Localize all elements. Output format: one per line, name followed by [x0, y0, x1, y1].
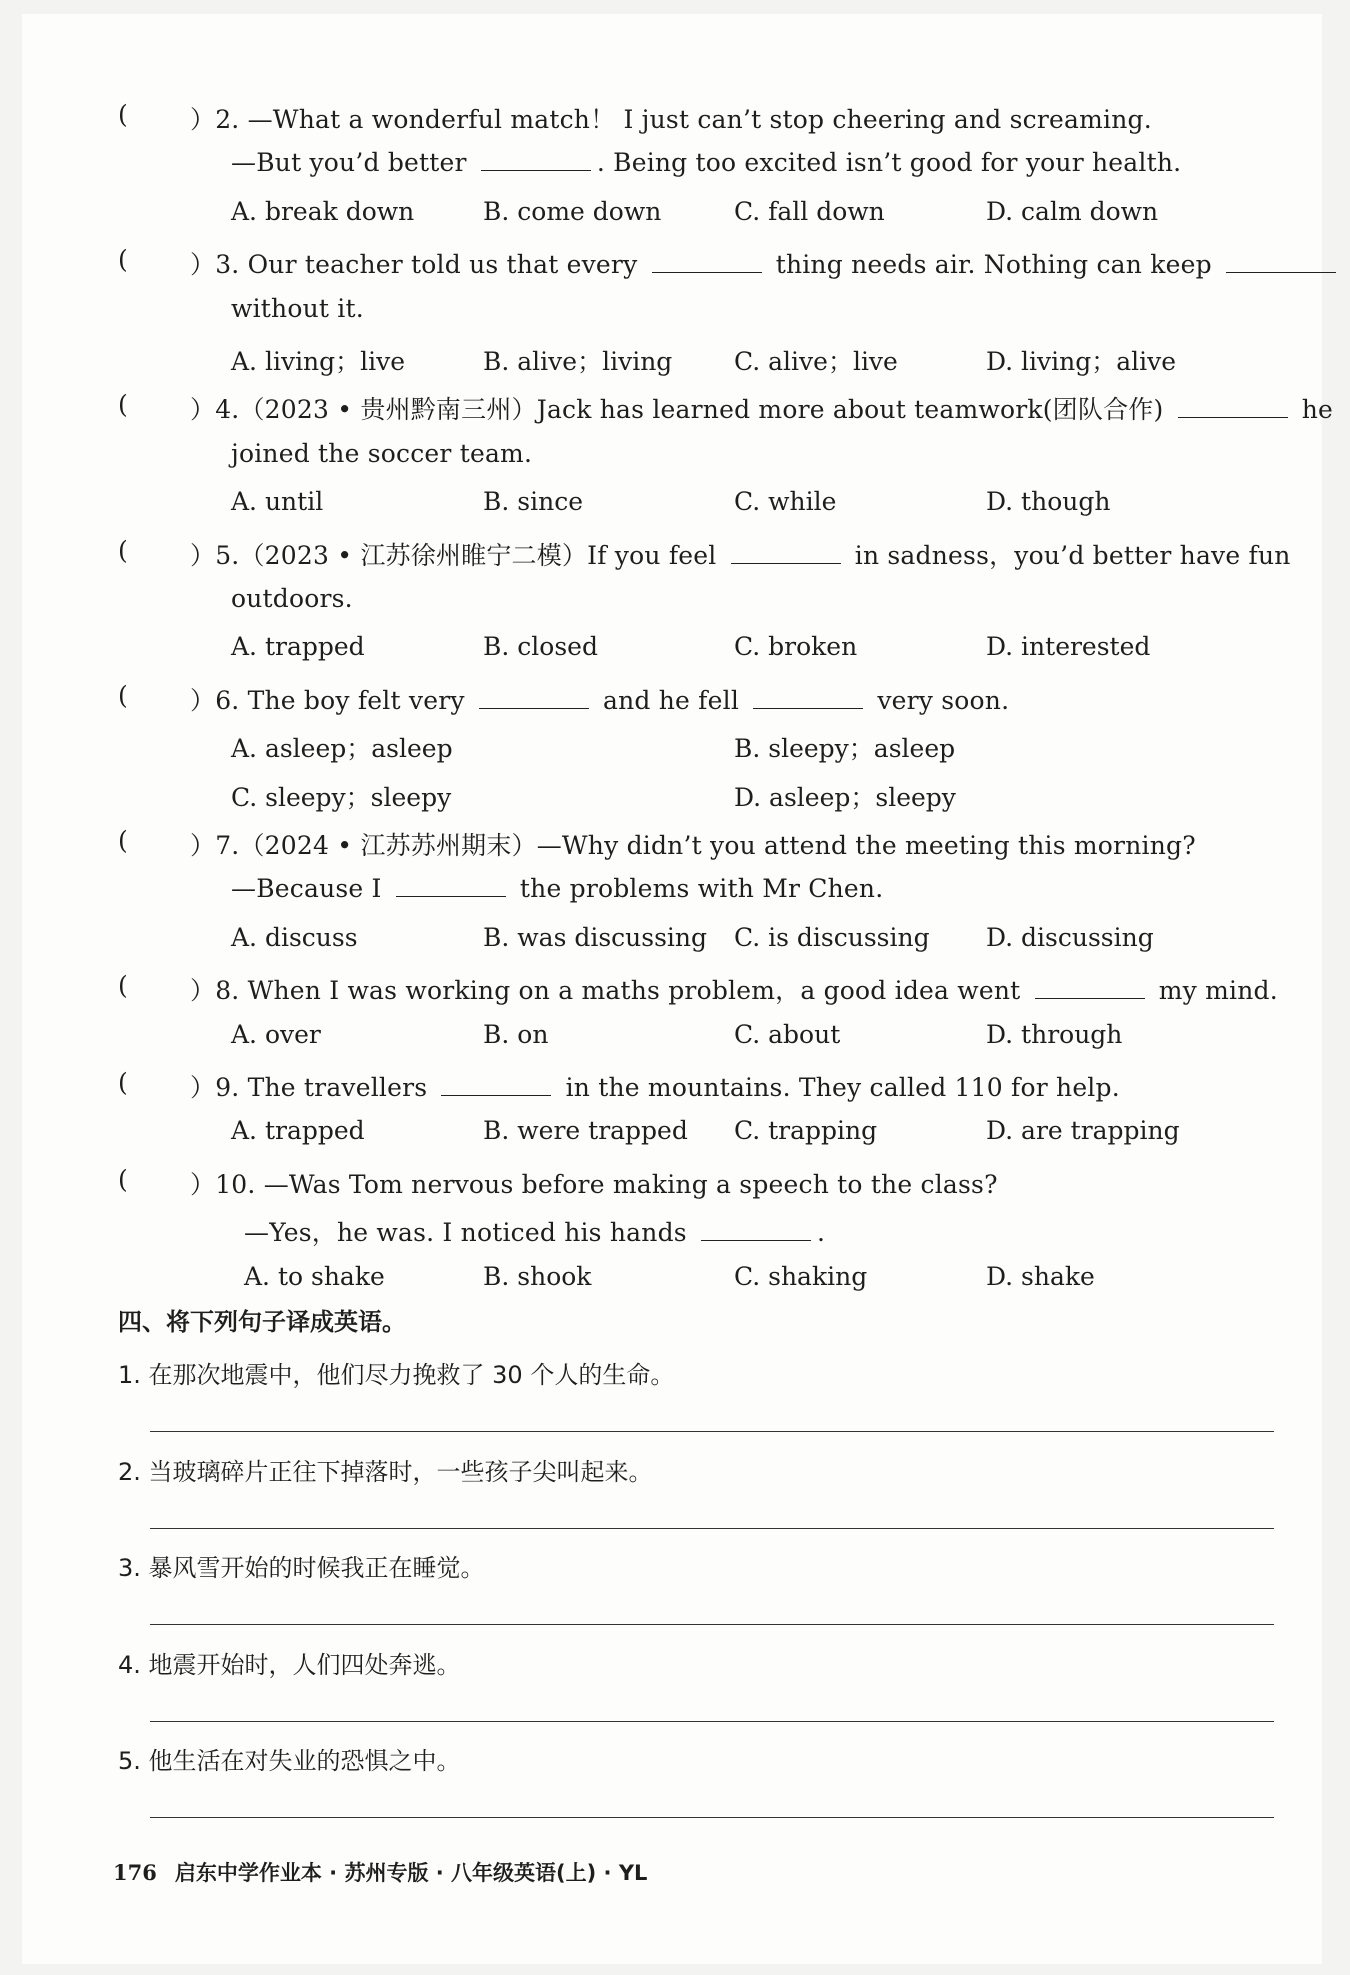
question-stem	[190, 390, 1333, 426]
question-text: without it.	[231, 293, 364, 323]
question-stem-continued	[231, 874, 883, 903]
option-a[interactable]: A. discuss	[231, 922, 358, 952]
answer-paren[interactable]: (	[118, 100, 128, 129]
option-d[interactable]: D. calm down	[986, 196, 1159, 226]
question-text: —But you’d better	[231, 148, 475, 178]
question-stem	[190, 971, 1278, 1007]
answer-paren[interactable]: (	[118, 971, 128, 1001]
question-text: ）6. The boy felt very	[190, 685, 473, 715]
question-text: ）4.（2023 • 贵州黔南三州）Jack has learned more about teamwork(团队合作)	[190, 395, 1172, 425]
question-stem-continued	[231, 148, 1181, 177]
question-stem	[190, 826, 1196, 862]
question-stem	[190, 1068, 1120, 1104]
option-d[interactable]: D. interested	[986, 632, 1151, 662]
fill-blank[interactable]	[753, 707, 863, 709]
answer-paren[interactable]: (	[118, 245, 128, 275]
fill-blank[interactable]	[479, 707, 589, 709]
option-d[interactable]: D. are trapping	[986, 1116, 1180, 1146]
fill-blank[interactable]	[441, 1094, 551, 1096]
question-stem	[190, 681, 1009, 717]
option-b[interactable]: B. shook	[483, 1261, 592, 1291]
answer-line[interactable]	[150, 1528, 1274, 1529]
question-text: —Because I	[231, 874, 390, 904]
option-b[interactable]: B. was discussing	[483, 922, 708, 952]
option-c[interactable]: C. shaking	[734, 1261, 868, 1291]
translation-item: 1. 在那次地震中，他们尽力挽救了 30 个人的生命。	[118, 1361, 675, 1389]
option-a[interactable]: A. living；live	[231, 347, 406, 376]
fill-blank[interactable]	[1035, 997, 1145, 999]
fill-blank[interactable]	[396, 895, 506, 897]
answer-paren[interactable]: (	[118, 390, 128, 420]
answer-paren[interactable]: (	[118, 826, 128, 855]
option-d[interactable]: D. living；alive	[986, 347, 1177, 376]
option-d[interactable]: D. through	[986, 1019, 1123, 1049]
answer-paren[interactable]: (	[118, 680, 128, 710]
question-stem	[190, 536, 1291, 572]
question-text: joined the soccer team.	[231, 438, 533, 468]
question-text: very soon.	[869, 685, 1010, 715]
section-title: 四、将下列句子译成英语。	[118, 1308, 406, 1336]
option-d[interactable]: D. discussing	[986, 922, 1154, 952]
answer-line[interactable]	[150, 1431, 1274, 1432]
option-c[interactable]: C. fall down	[734, 196, 885, 226]
option-b[interactable]: B. closed	[483, 632, 598, 662]
fill-blank[interactable]	[1226, 271, 1336, 273]
translation-item: 4. 地震开始时，人们四处奔逃。	[118, 1650, 461, 1679]
question-text: ）8. When I was working on a maths problem，a good idea went	[190, 976, 1029, 1006]
page-number: 176	[113, 1860, 157, 1885]
question-text: ）7.（2024 • 江苏苏州期末）—Why didn’t you attend the meeting this morning?	[190, 831, 1196, 860]
question-text: outdoors.	[231, 584, 353, 613]
option-a[interactable]: A. over	[231, 1019, 321, 1049]
fill-blank[interactable]	[701, 1239, 811, 1241]
answer-line[interactable]	[150, 1721, 1274, 1722]
question-text: —Yes，he was. I noticed his hands	[244, 1218, 695, 1248]
answer-line[interactable]	[150, 1624, 1274, 1625]
answer-paren[interactable]: (	[118, 535, 128, 565]
option-a[interactable]: A. trapped	[231, 632, 365, 662]
answer-paren[interactable]: (	[118, 1068, 128, 1097]
option-c[interactable]: C. broken	[734, 632, 858, 662]
option-a[interactable]: A. until	[231, 487, 324, 517]
option-d[interactable]: D. though	[986, 487, 1111, 517]
option-d[interactable]: D. asleep；sleepy	[734, 782, 956, 812]
question-text: ）10. —Was Tom nervous before making a speech to the class?	[190, 1169, 998, 1199]
footer-text: 启东中学作业本 · 苏州专版 · 八年级英语(上) · YL	[174, 1861, 648, 1885]
question-text: in the mountains. They called 110 for help.	[557, 1073, 1120, 1102]
question-stem	[190, 100, 1152, 136]
question-stem-continued	[231, 439, 532, 468]
question-text: in sadness，you’d better have fun	[846, 540, 1291, 570]
answer-line[interactable]	[150, 1817, 1274, 1818]
option-c[interactable]: C. is discussing	[734, 922, 930, 952]
option-b[interactable]: B. were trapped	[483, 1116, 688, 1146]
page-footer	[113, 1857, 647, 1887]
translation-item: 3. 暴风雪开始的时候我正在睡觉。	[118, 1554, 485, 1582]
fill-blank[interactable]	[652, 271, 762, 273]
fill-blank[interactable]	[1178, 416, 1288, 418]
question-text: thing needs air. Nothing can keep	[767, 250, 1220, 280]
option-b[interactable]: B. since	[483, 487, 583, 517]
question-stem-continued	[231, 294, 364, 323]
option-b[interactable]: B. sleepy；asleep	[734, 734, 956, 764]
option-a[interactable]: A. asleep；asleep	[231, 734, 453, 764]
translation-item: 5. 他生活在对失业的恐惧之中。	[118, 1747, 461, 1775]
question-text: and he fell	[594, 685, 748, 715]
question-stem	[190, 1165, 998, 1201]
question-text: ）5.（2023 • 江苏徐州睢宁二模）If you feel	[190, 540, 725, 570]
option-d[interactable]: D. shake	[986, 1261, 1095, 1291]
fill-blank[interactable]	[731, 562, 841, 564]
fill-blank[interactable]	[481, 169, 591, 171]
option-c[interactable]: C. about	[734, 1019, 841, 1049]
question-text: ）2. —What a wonderful match！ I just can’t stop cheering and screaming.	[190, 105, 1152, 134]
option-a[interactable]: A. trapped	[231, 1116, 365, 1146]
question-text: ）9. The travellers	[190, 1073, 436, 1102]
question-text: the problems with Mr Chen.	[511, 874, 884, 904]
option-a[interactable]: A. to shake	[244, 1261, 385, 1291]
question-text: .	[816, 1218, 826, 1248]
question-stem-continued	[244, 1213, 825, 1249]
answer-paren[interactable]: (	[118, 1164, 128, 1194]
option-c[interactable]: C. trapping	[734, 1116, 878, 1146]
option-b[interactable]: B. alive；living	[483, 347, 673, 376]
option-c[interactable]: C. while	[734, 487, 837, 517]
option-b[interactable]: B. come down	[483, 196, 662, 226]
option-c[interactable]: C. sleepy；sleepy	[231, 782, 452, 812]
question-stem-continued	[231, 584, 353, 613]
translation-item: 2. 当玻璃碎片正往下掉落时，一些孩子尖叫起来。	[118, 1457, 653, 1486]
option-b[interactable]: B. on	[483, 1019, 549, 1049]
question-text: my mind.	[1150, 976, 1278, 1006]
question-stem	[190, 245, 1342, 281]
question-text: he	[1293, 395, 1334, 425]
question-text: . Being too excited isn’t good for your health.	[596, 148, 1182, 178]
option-c[interactable]: C. alive；live	[734, 347, 898, 376]
option-a[interactable]: A. break down	[231, 196, 415, 226]
question-text: ）3. Our teacher told us that every	[190, 250, 646, 280]
